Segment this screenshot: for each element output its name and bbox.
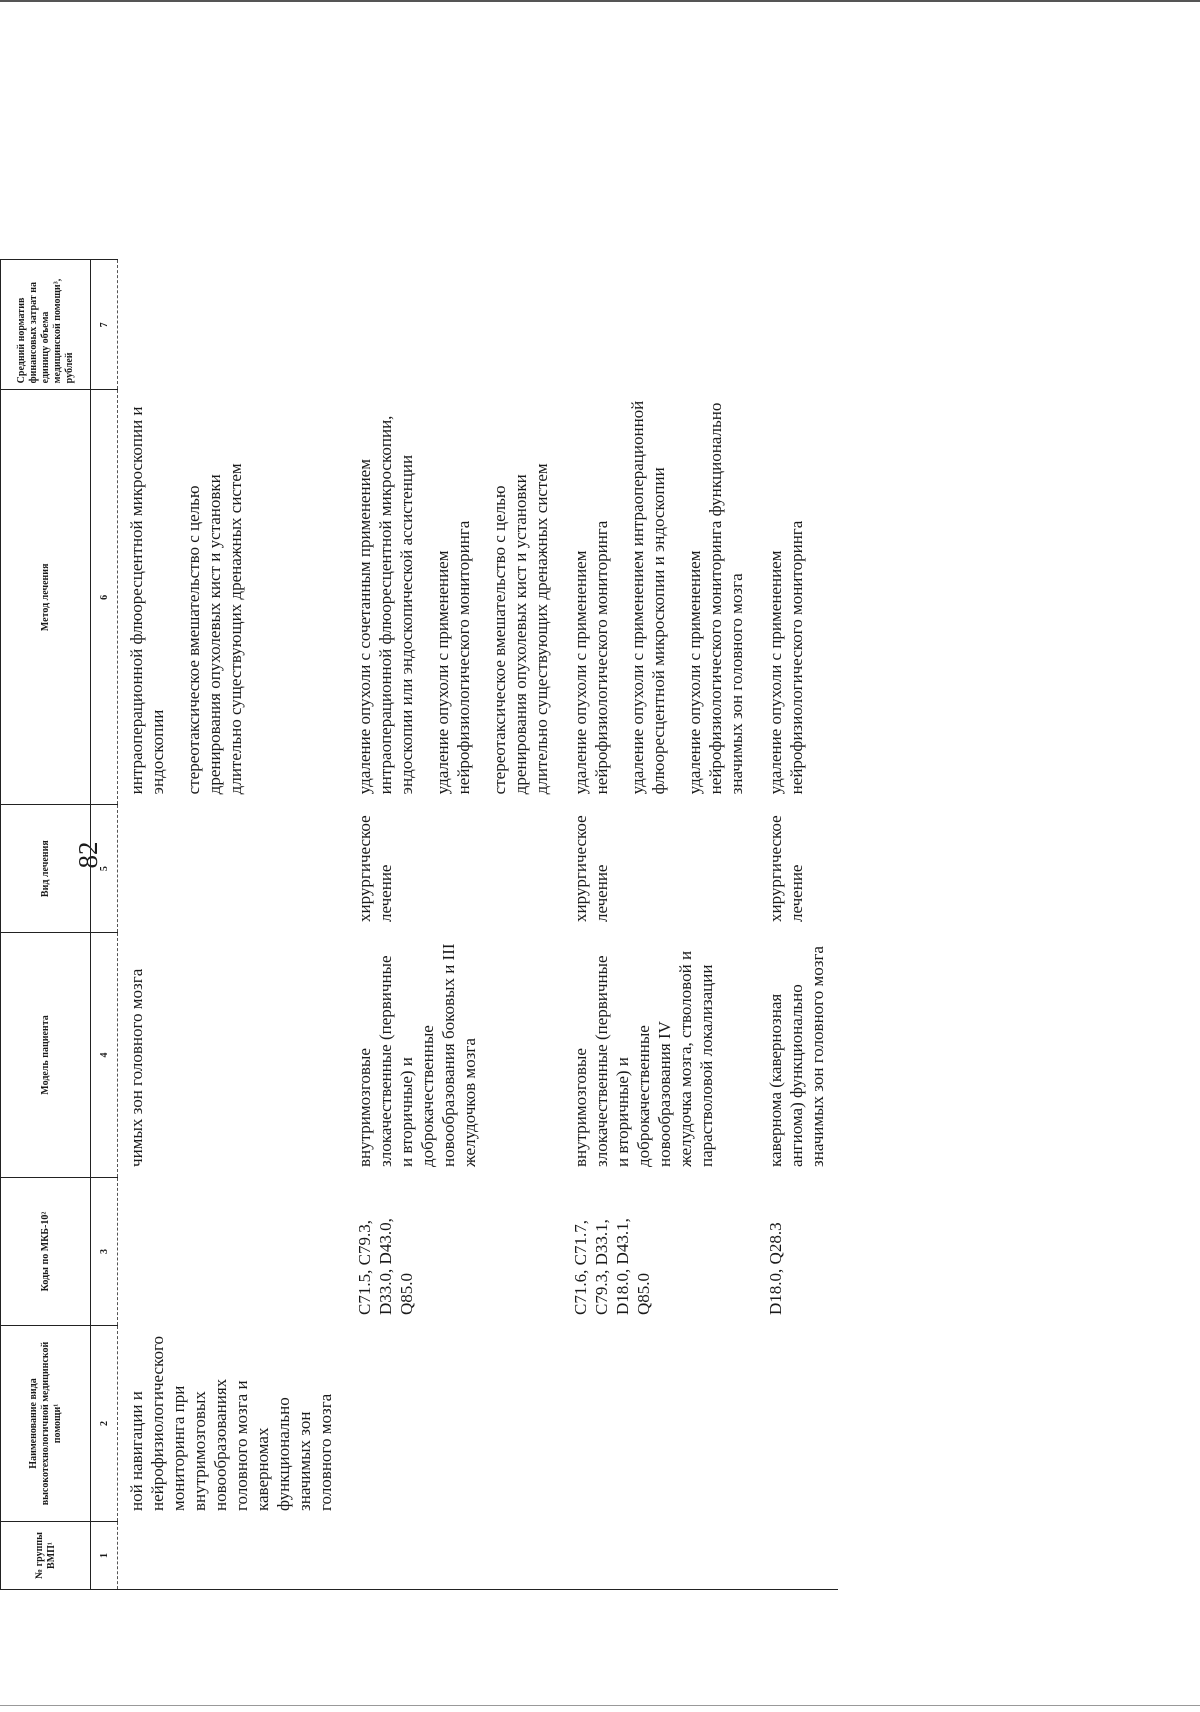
treatment-type-cell — [118, 805, 347, 933]
vmp-name-cell: ной навигации и нейрофизиологического мониторинга при внутримозговых новообразованиях головного мозга и каверномах функционально значимых зон головного мозга — [127, 1335, 335, 1511]
treatment-method-item: удаление опухоли с применением нейрофизиологического мониторинга — [766, 520, 806, 795]
treatment-method-item: интраоперационной флюоресцентной микроскопии и эндоскопии — [127, 406, 167, 795]
column-number: 6 — [91, 390, 118, 805]
header-patient-model: Модель пациента — [1, 932, 91, 1177]
financial-norm-cell — [757, 260, 838, 390]
icd-codes-cell — [118, 1177, 347, 1325]
table-header — [1, 260, 91, 1590]
header-group-number: № группы ВМП¹ — [1, 1522, 91, 1590]
group-number-cell — [118, 1522, 347, 1590]
bottom-scan-line — [0, 1705, 1200, 1706]
treatment-type-cell: хирургическое лечение — [571, 815, 611, 922]
vmp-name-cell — [757, 1325, 838, 1521]
header-financial-norm: Средний норматив финансовых затрат на единицу объема медицинской помощи³, рублей — [1, 260, 91, 390]
table-row — [757, 260, 838, 1590]
patient-model-cell: внутримозговые злокачественные (первичные и вторичные) и доброкачественные новообразования боковых и III желудочков мозга — [355, 943, 479, 1167]
treatment-method-cell — [757, 390, 838, 805]
treatment-type-cell: хирургическое лечение — [766, 815, 806, 922]
table-row — [346, 260, 562, 1590]
column-number: 3 — [91, 1177, 118, 1325]
icd-codes-cell: C71.5, C79.3, D33.0, D43.0, Q85.0 — [355, 1218, 416, 1315]
rotated-table-container — [0, 100, 1040, 1590]
treatment-method-item: удаление опухоли с применением нейрофизиологического мониторинга — [433, 520, 473, 795]
column-number: 5 — [91, 805, 118, 933]
column-number: 7 — [91, 260, 118, 390]
column-number: 4 — [91, 932, 118, 1177]
treatment-method-cell — [346, 390, 562, 805]
group-number-cell — [346, 1522, 562, 1590]
header-icd-codes: Коды по МКБ-10² — [1, 1177, 91, 1325]
treatment-method-item: удаление опухоли с применением нейрофизиологического мониторинга — [571, 520, 611, 795]
group-number-cell — [757, 1522, 838, 1590]
treatment-method-cell — [562, 390, 757, 805]
treatment-method-item: удаление опухоли с применением нейрофизиологического мониторинга функционально значимых зон головного мозга — [685, 402, 746, 795]
table-row — [118, 260, 347, 1590]
top-scan-line — [0, 0, 1200, 2]
patient-model-cell: внутримозговые злокачественные (первичные и вторичные) и доброкачественные новообразования IV желудочка мозга, стволовой и парастволовой локализации — [571, 950, 716, 1167]
table-row — [562, 260, 757, 1590]
treatment-type-cell: хирургическое лечение — [355, 815, 395, 922]
header-treatment-type: Вид лечения — [1, 805, 91, 933]
column-number: 2 — [91, 1325, 118, 1521]
vmp-name-cell — [346, 1325, 562, 1521]
header-treatment-method: Метод лечения — [1, 390, 91, 805]
group-number-cell — [562, 1522, 757, 1590]
treatment-method-item: стереотаксическое вмешательство с целью дренирования опухолевых кист и установки длительно существующих дренажных систем — [490, 463, 551, 795]
vmp-name-cell — [562, 1325, 757, 1521]
page-number: 82 — [73, 841, 103, 869]
patient-model-cell: чимых зон головного мозга — [127, 968, 146, 1167]
header-vmp-name: Наименование вида высокотехнологичной медицинской помощи¹ — [1, 1325, 91, 1521]
table-body — [91, 260, 839, 1590]
treatment-method-item: стереотаксическое вмешательство с целью дренирования опухолевых кист и установки длительно существующих дренажных систем — [184, 463, 245, 795]
financial-norm-cell — [562, 260, 757, 390]
vmp-table — [0, 259, 838, 1590]
treatment-method-cell — [118, 390, 347, 805]
column-number-row — [91, 260, 118, 1590]
financial-norm-cell — [346, 260, 562, 390]
icd-codes-cell: C71.6, C71.7, C79.3, D33.1, D18.0, D43.1, Q85.0 — [571, 1218, 653, 1315]
treatment-method-item: удаление опухоли с сочетанным применением интраоперационной флюоресцентной микроскопии, эндоскопии или эндоскопической ассистенции — [355, 415, 416, 795]
financial-norm-cell — [118, 260, 347, 390]
patient-model-cell: кавернома (кавернозная ангиома) функционально значимых зон головного мозга — [766, 946, 827, 1167]
column-number: 1 — [91, 1522, 118, 1590]
treatment-method-item: удаление опухоли с применением интраоперационной флюоресцентной микроскопии и эндоскопии — [628, 400, 668, 795]
icd-codes-cell: D18.0, Q28.3 — [766, 1222, 785, 1315]
